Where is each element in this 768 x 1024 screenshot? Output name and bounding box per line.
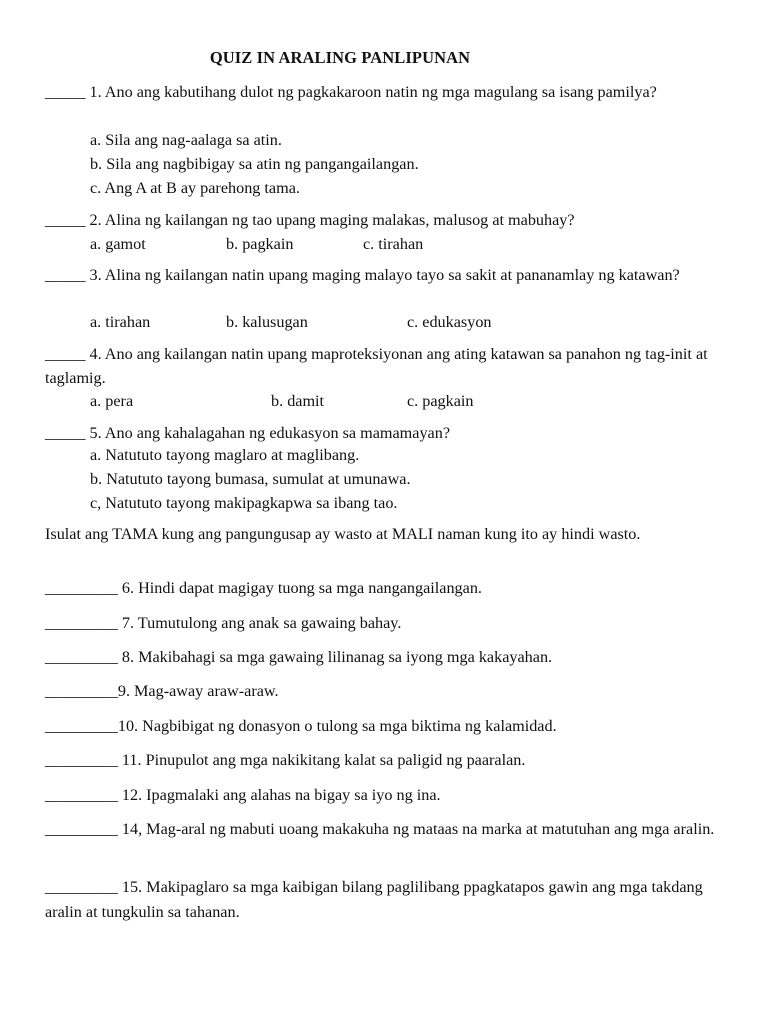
answer-blank: _________ — [45, 786, 118, 804]
option-2c: c. tirahan — [363, 235, 424, 253]
question-text: 4. Ano ang kailangan natin upang maproteksiyonan ang ating katawan sa panahon ng tag-init at taglamig. — [45, 345, 708, 387]
statement-7 — [45, 611, 735, 636]
question-3 — [45, 264, 735, 288]
question-4 — [45, 343, 735, 390]
answer-blank: _________ — [45, 751, 118, 769]
answer-blank: _________ — [45, 648, 118, 666]
statement-9 — [45, 679, 735, 704]
answer-blank: _________ — [45, 878, 118, 896]
answer-blank: _____ — [45, 424, 86, 442]
question-text: 5. Ano ang kahalagahan ng edukasyon sa mamamayan? — [85, 424, 451, 442]
choice-5c: c, Natututo tayong makipagkapwa sa ibang tao. — [90, 494, 398, 512]
answer-blank: _____ — [45, 211, 86, 229]
statement-6 — [45, 576, 735, 601]
statement-text: 14, Mag-aral ng mabuti uoang makakuha ng mataas na marka at matutuhan ang mga aralin. — [117, 820, 715, 838]
answer-blank: _________ — [45, 717, 118, 735]
answer-blank: _____ — [45, 266, 86, 284]
statement-10 — [45, 714, 735, 739]
answer-blank: _____ — [45, 83, 86, 101]
question-2 — [45, 209, 735, 233]
instructions: Isulat ang TAMA kung ang pangungusap ay wasto at MALI naman kung ito ay hindi wasto. — [45, 525, 641, 543]
quiz-title: QUIZ IN ARALING PANLIPUNAN — [209, 48, 471, 67]
question-1 — [45, 81, 735, 105]
statement-text: 10. Nagbibigat ng donasyon o tulong sa mga biktima ng kalamidad. — [117, 717, 557, 735]
statement-text: 11. Pinupulot ang mga nakikitang kalat sa paligid ng paaralan. — [117, 751, 526, 769]
statement-text: 7. Tumutulong ang anak sa gawaing bahay. — [117, 614, 402, 632]
option-4a: a. pera — [90, 392, 134, 410]
answer-blank: _____ — [45, 345, 86, 363]
statement-text: 9. Mag-away araw-araw. — [117, 682, 279, 700]
statement-8 — [45, 645, 735, 670]
statement-12 — [45, 783, 735, 808]
choice-1c: c. Ang A at B ay parehong tama. — [90, 179, 300, 197]
answer-blank: _________ — [45, 820, 118, 838]
choice-1b: b. Sila ang nagbibigay sa atin ng pangangailangan. — [90, 155, 419, 173]
statement-15 — [45, 875, 735, 925]
option-4c: c. pagkain — [407, 392, 474, 410]
option-4b: b. damit — [271, 392, 325, 410]
choice-1a: a. Sila ang nag-aalaga sa atin. — [90, 131, 282, 149]
answer-blank: _________ — [45, 614, 118, 632]
question-5 — [45, 422, 735, 446]
answer-blank: _________ — [45, 682, 118, 700]
statement-text: 8. Makibahagi sa mga gawaing lilinanag sa iyong mga kakayahan. — [117, 648, 553, 666]
answer-blank: _________ — [45, 579, 118, 597]
option-3b: b. kalusugan — [226, 313, 308, 331]
choice-5a: a. Natututo tayong maglaro at maglibang. — [90, 446, 360, 464]
choice-5b: b. Natututo tayong bumasa, sumulat at umunawa. — [90, 470, 411, 488]
option-3a: a. tirahan — [90, 313, 151, 331]
question-text: 3. Alina ng kailangan natin upang maging malayo tayo sa sakit at pananamlay ng katawan? — [85, 266, 680, 284]
statement-text: 12. Ipagmalaki ang alahas na bigay sa iyo ng ina. — [117, 786, 441, 804]
statement-14 — [45, 817, 735, 842]
statement-text: 6. Hindi dapat magigay tuong sa mga nangangailangan. — [117, 579, 482, 597]
statement-text: 15. Makipaglaro sa mga kaibigan bilang paglilibang ppagkatapos gawin ang mga takdang aralin at tungkulin sa tahanan. — [45, 878, 703, 921]
question-text: 1. Ano ang kabutihang dulot ng pagkakaroon natin ng mga magulang sa isang pamilya? — [85, 83, 657, 101]
option-2a: a. gamot — [90, 235, 146, 253]
option-2b: b. pagkain — [226, 235, 294, 253]
question-text: 2. Alina ng kailangan ng tao upang maging malakas, malusog at mabuhay? — [85, 211, 575, 229]
statement-11 — [45, 748, 735, 773]
option-3c: c. edukasyon — [407, 313, 492, 331]
